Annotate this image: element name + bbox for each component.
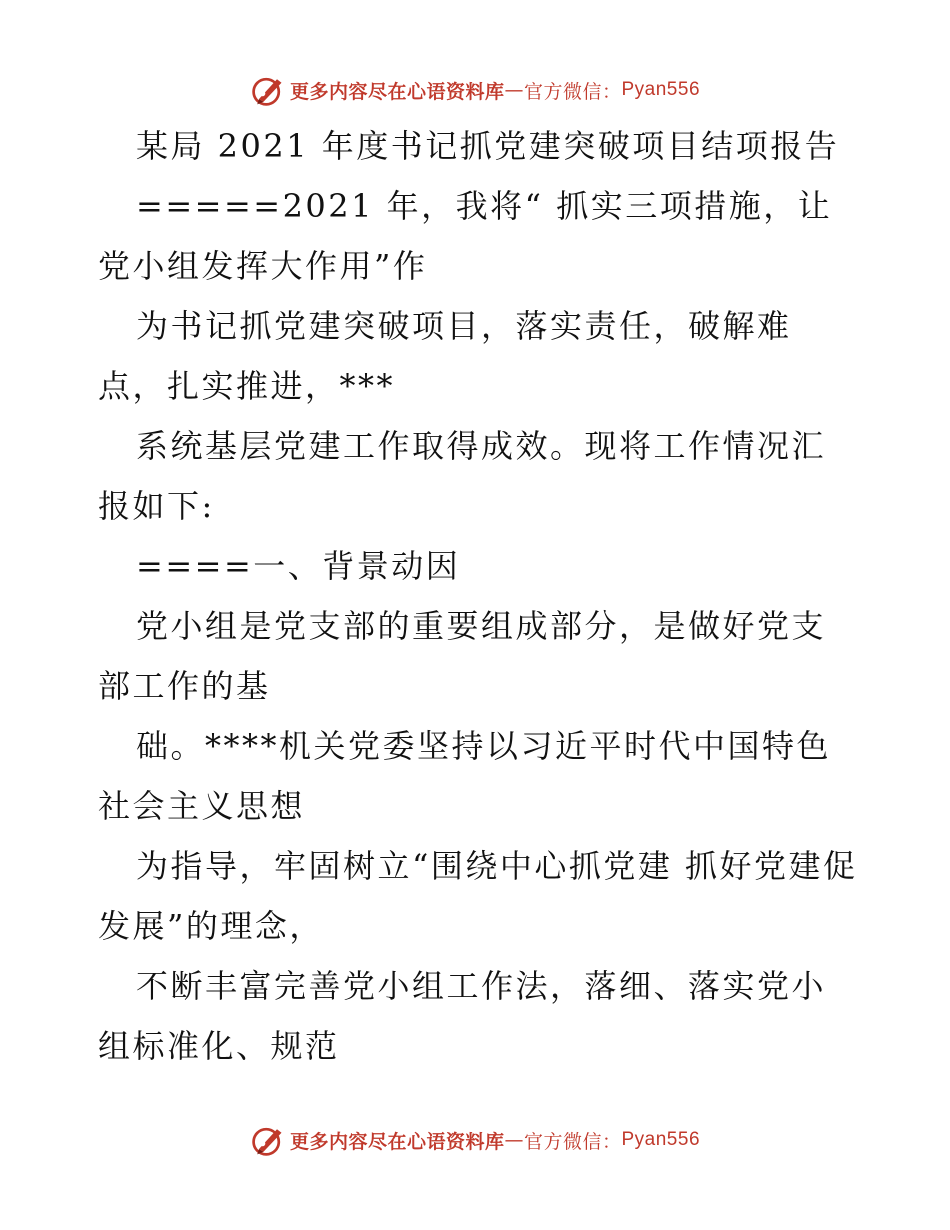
paragraph: 为书记抓党建突破项目，落实责任，破解难点，扎实推进，***: [98, 307, 792, 405]
watermark-banner-top: [0, 70, 950, 110]
watermark-text: [290, 77, 700, 104]
pen-logo-icon: [250, 72, 286, 108]
paragraph: 党小组是党支部的重要组成部分，是做好党支部工作的基: [98, 607, 827, 705]
watermark-dash: —: [504, 1129, 524, 1151]
watermark-text: [290, 1127, 700, 1154]
document-body: [98, 116, 858, 1076]
watermark-dash: —: [504, 79, 524, 101]
watermark-main: 更多内容尽在心语资料库: [289, 80, 505, 103]
paragraph: =====2021 年，我将“ 抓实三项措施，让党小组发挥大作用”作: [98, 187, 833, 285]
paragraph: 不断丰富完善党小组工作法，落细、落实党小组标准化、规范: [98, 967, 827, 1065]
document-title: 某局 2021 年度书记抓党建突破项目结项报告: [136, 127, 840, 165]
paragraph: 础。****机关党委坚持以习近平时代中国特色社会主义思想: [98, 727, 832, 825]
watermark-sub: 官方微信：: [523, 80, 622, 103]
paragraph: 为指导，牢固树立“围绕中心抓党建 抓好党建促发展”的理念，: [98, 847, 858, 945]
pen-logo-icon: [250, 1122, 286, 1158]
paragraph: 系统基层党建工作取得成效。现将工作情况汇报如下:: [98, 427, 827, 525]
watermark-banner-bottom: [0, 1120, 950, 1160]
section-heading: ====一、背景动因: [136, 547, 461, 585]
watermark-id: Pyan556: [621, 79, 701, 100]
watermark-sub: 官方微信：: [523, 1130, 622, 1153]
watermark-id: Pyan556: [621, 1129, 701, 1150]
watermark-main: 更多内容尽在心语资料库: [289, 1130, 505, 1153]
